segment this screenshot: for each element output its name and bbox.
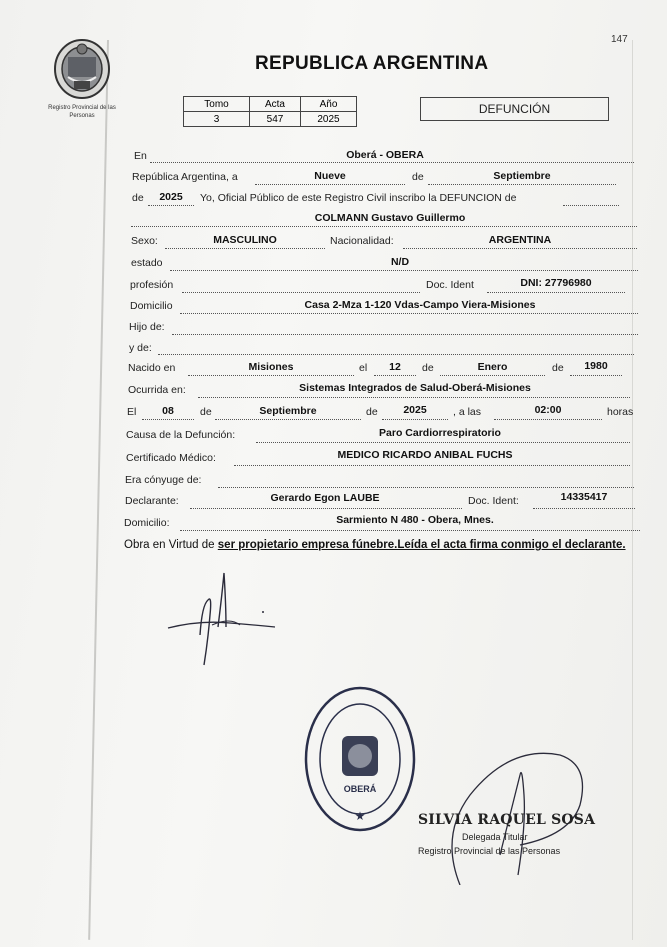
- label-doc-ident-declarante: Doc. Ident:: [468, 495, 519, 507]
- tomo-header: Tomo: [184, 97, 250, 112]
- dotted-line: [188, 375, 354, 376]
- official-role: Delegada Titular: [462, 832, 528, 842]
- label-y-de: y de:: [129, 342, 152, 354]
- official-stamp: [300, 684, 420, 834]
- dotted-line: [494, 419, 602, 420]
- label-de-anio: de: [132, 192, 144, 204]
- dotted-line: [158, 354, 634, 355]
- dotted-line: [255, 184, 405, 185]
- declarant-signature: [160, 565, 290, 675]
- dotted-line: [533, 508, 635, 509]
- field-nacido-en: Misiones: [248, 361, 294, 373]
- label-el: el: [359, 362, 368, 374]
- document-type-box: DEFUNCIÓN: [420, 97, 609, 121]
- label-de-def-anio: de: [366, 406, 378, 418]
- dotted-line: [180, 313, 638, 314]
- field-dia: Nueve: [314, 170, 346, 182]
- dotted-line: [190, 508, 462, 509]
- field-declarante: Gerardo Egon LAUBE: [270, 492, 380, 504]
- label-en: En: [134, 150, 147, 162]
- field-def-hora: 02:00: [534, 404, 562, 416]
- field-def-dia: 08: [162, 405, 174, 417]
- dotted-line: [487, 292, 625, 293]
- field-nac-dia: 12: [389, 361, 401, 373]
- official-office: Registro Provincial de las Personas: [418, 846, 561, 856]
- official-name: SILVIA RAQUEL SOSA: [418, 812, 596, 828]
- field-nacionalidad: ARGENTINA: [488, 234, 552, 246]
- dotted-line: [403, 248, 637, 249]
- dotted-line: [165, 248, 325, 249]
- field-domicilio: Casa 2-Mza 1-120 Vdas-Campo Viera-Misiones: [304, 299, 536, 311]
- dotted-line: [182, 292, 420, 293]
- right-margin-line: [632, 40, 633, 940]
- field-nac-anio: 1980: [584, 360, 608, 372]
- dotted-line: [563, 205, 619, 206]
- field-declarante-domicilio: Sarmiento N 480 - Obera, Mnes.: [336, 514, 494, 526]
- anio-header: Año: [301, 97, 357, 112]
- field-doc: DNI: 27796980: [520, 277, 592, 289]
- registry-table: [183, 96, 357, 127]
- dotted-line: [382, 419, 448, 420]
- tomo-value: 3: [184, 112, 250, 127]
- field-declarante-doc: 14335417: [560, 491, 608, 503]
- page-number: 147: [611, 34, 628, 45]
- label-conyuge: Era cónyuge de:: [125, 474, 202, 486]
- field-anio: 2025: [159, 191, 183, 203]
- field-sexo: MASCULINO: [213, 234, 277, 246]
- label-republica: República Argentina, a: [132, 171, 238, 183]
- label-certificado: Certificado Médico:: [126, 452, 216, 464]
- label-de-nac-anio: de: [552, 362, 564, 374]
- official-signature: [440, 735, 600, 885]
- dotted-line: [440, 375, 545, 376]
- dotted-line: [234, 465, 630, 466]
- label-doc-ident: Doc. Ident: [426, 279, 474, 291]
- document-title: REPUBLICA ARGENTINA: [255, 53, 489, 74]
- coat-of-arms-logo: [52, 37, 112, 101]
- dotted-line: [570, 375, 622, 376]
- label-declarante: Declarante:: [125, 495, 179, 507]
- field-estado: N/D: [390, 256, 410, 268]
- dotted-line: [131, 226, 637, 227]
- label-domicilio: Domicilio: [130, 300, 173, 312]
- dotted-line: [150, 162, 634, 163]
- dotted-line: [170, 270, 638, 271]
- field-def-anio: 2025: [403, 404, 427, 416]
- field-nombre: COLMANN Gustavo Guillermo: [314, 212, 466, 224]
- label-ocurrida-en: Ocurrida en:: [128, 384, 186, 396]
- label-el-fecha: El: [127, 406, 137, 418]
- label-sexo: Sexo:: [131, 235, 158, 247]
- label-nacido-en: Nacido en: [128, 362, 176, 374]
- label-causa: Causa de la Defunción:: [126, 429, 236, 441]
- logo-caption: Registro Provincial de las Personas: [48, 105, 116, 119]
- label-de-nac-mes: de: [422, 362, 434, 374]
- dotted-line: [142, 419, 194, 420]
- label-domicilio-declarante: Domicilio:: [124, 517, 170, 529]
- field-certificado: MEDICO RICARDO ANIBAL FUCHS: [337, 449, 513, 461]
- label-a-las: , a las: [453, 406, 482, 418]
- label-horas: horas: [607, 406, 634, 418]
- field-lugar: Oberá - OBERA: [346, 149, 424, 161]
- obra-paragraph: [124, 537, 646, 554]
- field-causa: Paro Cardiorrespiratorio: [379, 427, 501, 439]
- field-mes: Septiembre: [493, 170, 551, 182]
- acta-value: 547: [250, 112, 301, 127]
- field-nac-mes: Enero: [477, 361, 508, 373]
- dotted-line: [256, 442, 630, 443]
- dotted-line: [172, 334, 638, 335]
- svg-text:★: ★: [354, 809, 366, 823]
- dotted-line: [215, 419, 361, 420]
- dotted-line: [218, 487, 634, 488]
- dotted-line: [198, 397, 630, 398]
- anio-value: 2025: [301, 112, 357, 127]
- dotted-line: [374, 375, 416, 376]
- label-estado: estado: [131, 257, 163, 269]
- label-de-def-mes: de: [200, 406, 212, 418]
- stamp-city: OBERÁ: [343, 784, 377, 794]
- dotted-line: [180, 530, 640, 531]
- field-def-mes: Septiembre: [259, 405, 317, 417]
- label-hijo-de: Hijo de:: [129, 321, 165, 333]
- acta-header: Acta: [250, 97, 301, 112]
- label-obra: Obra en Virtud de: [124, 539, 215, 551]
- field-obra-text: ser propietario empresa fúnebre.Leída el acta firma conmigo el declarante.: [217, 539, 626, 551]
- dotted-line: [428, 184, 616, 185]
- field-ocurrida-en: Sistemas Integrados de Salud-Oberá-Misiones: [299, 382, 531, 394]
- label-de: de: [412, 171, 424, 183]
- dotted-line: [148, 205, 194, 206]
- label-nacionalidad: Nacionalidad:: [330, 235, 394, 247]
- label-oficial: Yo, Oficial Público de este Registro Civil inscribo la DEFUNCION de: [200, 192, 517, 204]
- label-profesion: profesión: [130, 279, 174, 291]
